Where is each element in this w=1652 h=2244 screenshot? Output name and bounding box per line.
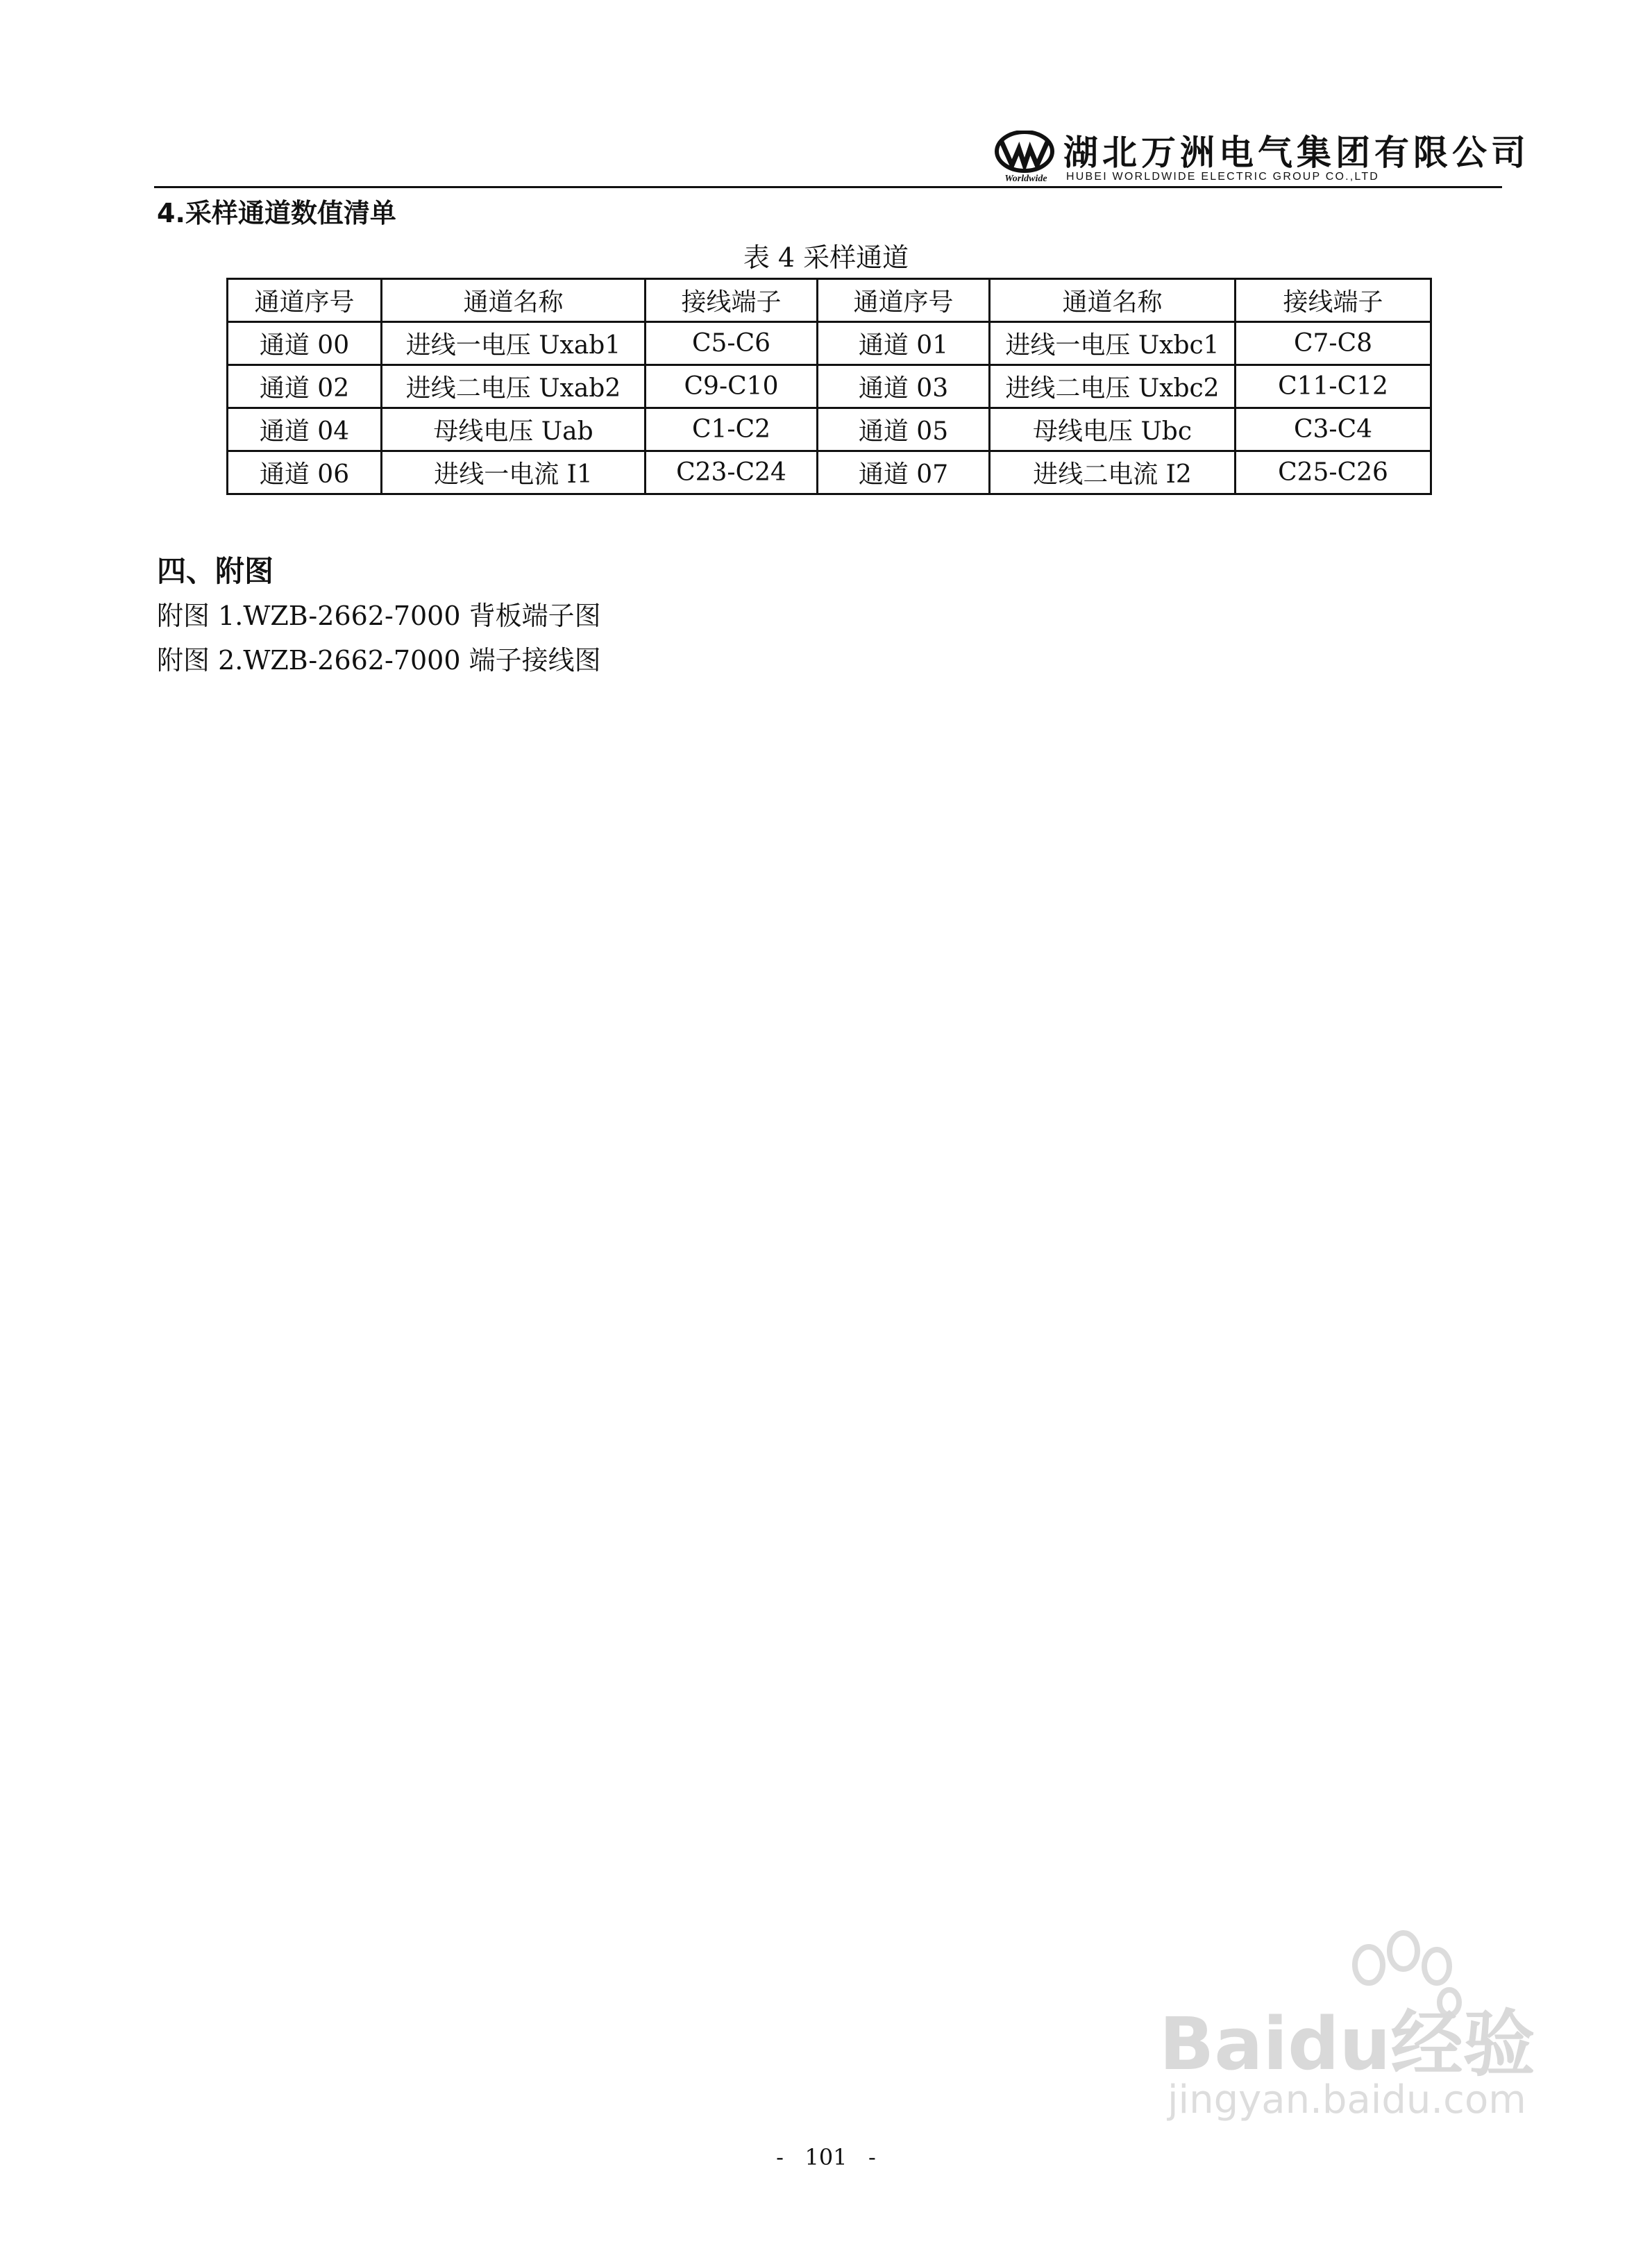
table-cell: 通道 04 xyxy=(228,408,382,451)
table-cell: C25-C26 xyxy=(1236,451,1431,494)
table-cell: C1-C2 xyxy=(646,408,818,451)
table-cell: 通道 06 xyxy=(228,451,382,494)
table-cell: 母线电压 Uab xyxy=(382,408,646,451)
sampling-channel-table xyxy=(226,278,1432,495)
table-cell: C23-C24 xyxy=(646,451,818,494)
table-row xyxy=(228,322,1431,365)
page-number: - 101 - xyxy=(776,2144,876,2170)
company-name-en: HUBEI WORLDWIDE ELECTRIC GROUP CO.,LTD xyxy=(1066,171,1380,183)
baidu-watermark xyxy=(1152,1958,1569,2138)
table-header-row xyxy=(228,279,1431,322)
header-cell: 通道名称 xyxy=(990,279,1236,322)
table-cell: 通道 05 xyxy=(818,408,990,451)
appendix-item: 附图 2.WZB-2662-7000 端子接线图 xyxy=(157,645,601,676)
table-row xyxy=(228,408,1431,451)
table-cell: 通道 07 xyxy=(818,451,990,494)
watermark-url: jingyan.baidu.com xyxy=(1168,2077,1526,2122)
table-cell: 通道 02 xyxy=(228,365,382,408)
table-cell: 通道 03 xyxy=(818,365,990,408)
header-cell: 通道名称 xyxy=(382,279,646,322)
table-cell: 通道 01 xyxy=(818,322,990,365)
watermark-brand: Baidu经验 xyxy=(1159,2002,1535,2086)
table-cell: 进线一电压 Uxab1 xyxy=(382,322,646,365)
table-cell: 通道 00 xyxy=(228,322,382,365)
header-divider xyxy=(154,186,1502,188)
table-cell: 进线一电流 I1 xyxy=(382,451,646,494)
section-title: 4.采样通道数值清单 xyxy=(157,198,396,228)
header-cell: 接线端子 xyxy=(646,279,818,322)
table-cell: 进线一电压 Uxbc1 xyxy=(990,322,1236,365)
table-caption: 表 4 采样通道 xyxy=(743,242,909,273)
table-cell: 进线二电流 I2 xyxy=(990,451,1236,494)
header-cell: 通道序号 xyxy=(228,279,382,322)
table-cell: C7-C8 xyxy=(1236,322,1431,365)
company-name-cn: 湖北万洲电气集团有限公司 xyxy=(1063,133,1530,173)
company-logo xyxy=(994,131,1530,185)
table-cell: C3-C4 xyxy=(1236,408,1431,451)
table-cell: 母线电压 Ubc xyxy=(990,408,1236,451)
table-cell: C11-C12 xyxy=(1236,365,1431,408)
table-cell: C9-C10 xyxy=(646,365,818,408)
logo-worldwide-text: Worldwide xyxy=(1004,174,1047,184)
table-cell: 进线二电压 Uxab2 xyxy=(382,365,646,408)
header-cell: 通道序号 xyxy=(818,279,990,322)
table-row xyxy=(228,365,1431,408)
header-cell: 接线端子 xyxy=(1236,279,1431,322)
table-row xyxy=(228,451,1431,494)
appendix-title: 四、附图 xyxy=(157,554,274,588)
appendix-item: 附图 1.WZB-2662-7000 背板端子图 xyxy=(157,601,601,631)
table-cell: C5-C6 xyxy=(646,322,818,365)
table-cell: 进线二电压 Uxbc2 xyxy=(990,365,1236,408)
